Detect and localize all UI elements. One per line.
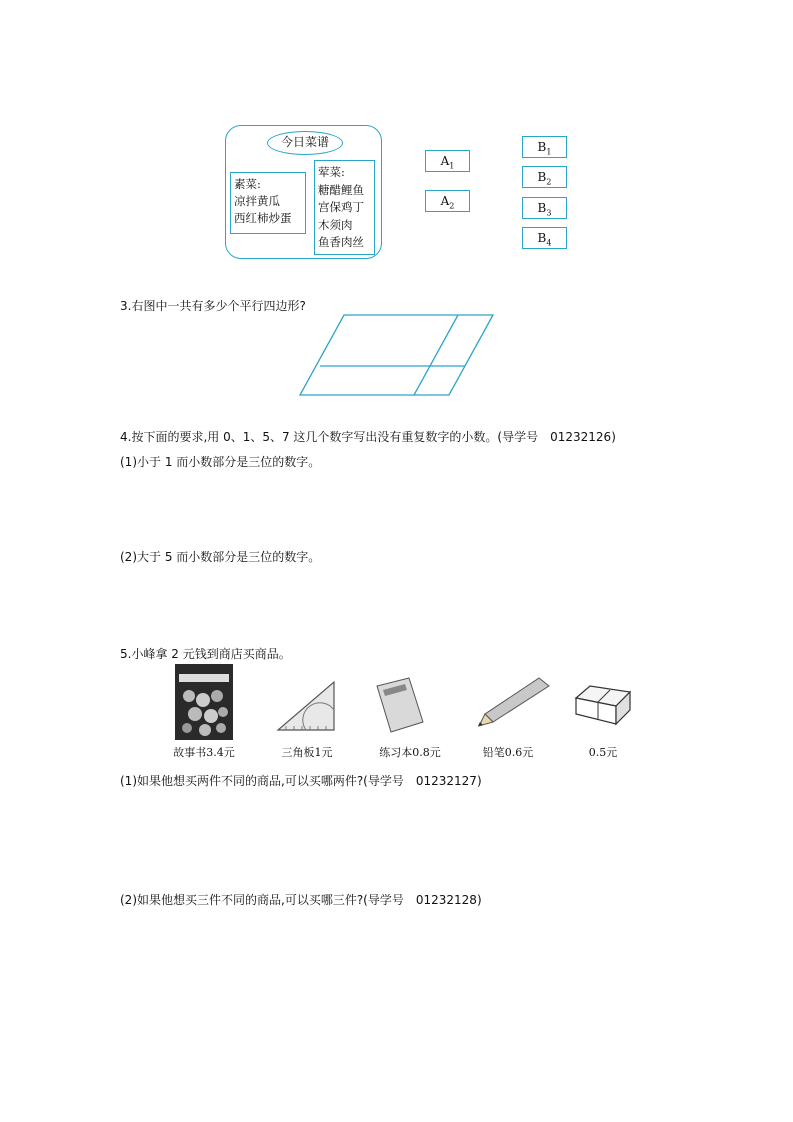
menu-title: 今日菜谱 <box>267 131 343 155</box>
veg-item: 凉拌黄瓜 <box>234 194 280 208</box>
item-label: 三角板1元 <box>281 746 333 759</box>
a-box: $A_2$ <box>425 190 470 212</box>
meat-item: 鱼香肉丝 <box>318 235 364 249</box>
parallelogram-figure <box>298 313 496 397</box>
meat-item: 木须肉 <box>318 217 353 232</box>
inner-slant-line <box>414 315 458 395</box>
question-5-part-2: (2)如果他想买三件不同的商品,可以买哪三件?(导学号 01232128) <box>120 893 482 907</box>
eraser-icon <box>574 684 632 726</box>
b-box: $B_4$ <box>522 227 567 249</box>
item-label: 铅笔0.6元 <box>482 746 534 759</box>
outer-parallelogram <box>300 315 493 395</box>
meat-item: 宫保鸡丁 <box>318 200 364 214</box>
pencil-icon <box>475 676 551 728</box>
b-box: $B_3$ <box>522 197 567 219</box>
item-label: 0.5元 <box>588 746 618 759</box>
question-4-part-1: (1)小于 1 而小数部分是三位的数字。 <box>120 455 321 469</box>
question-4: 4.按下面的要求,用 0、1、5、7 这几个数字写出没有重复数字的小数。(导学号 01232126) <box>120 430 616 444</box>
meat-item: 糖醋鲤鱼 <box>318 182 364 197</box>
veg-heading: 素菜: <box>234 177 261 191</box>
meat-box <box>314 160 375 255</box>
veg-box <box>230 172 306 234</box>
b-box: $B_2$ <box>522 166 567 188</box>
question-4-part-2: (2)大于 5 而小数部分是三位的数字。 <box>120 550 321 564</box>
question-5: 5.小峰拿 2 元钱到商店买商品。 <box>120 647 291 661</box>
question-3: 3.右图中一共有多少个平行四边形? <box>120 299 306 313</box>
storybook-icon <box>175 664 233 740</box>
b-box: $B_1$ <box>522 136 567 158</box>
item-label: 故事书3.4元 <box>173 746 235 759</box>
meat-heading: 荤菜: <box>318 165 345 179</box>
item-label: 练习本0.8元 <box>379 746 441 759</box>
question-5-part-1: (1)如果他想买两件不同的商品,可以买哪两件?(导学号 01232127) <box>120 774 482 788</box>
exercise-book-icon <box>375 676 425 734</box>
a-box: $A_1$ <box>425 150 470 172</box>
triangle-ruler-icon <box>276 680 338 732</box>
veg-item: 西红柿炒蛋 <box>234 211 292 225</box>
